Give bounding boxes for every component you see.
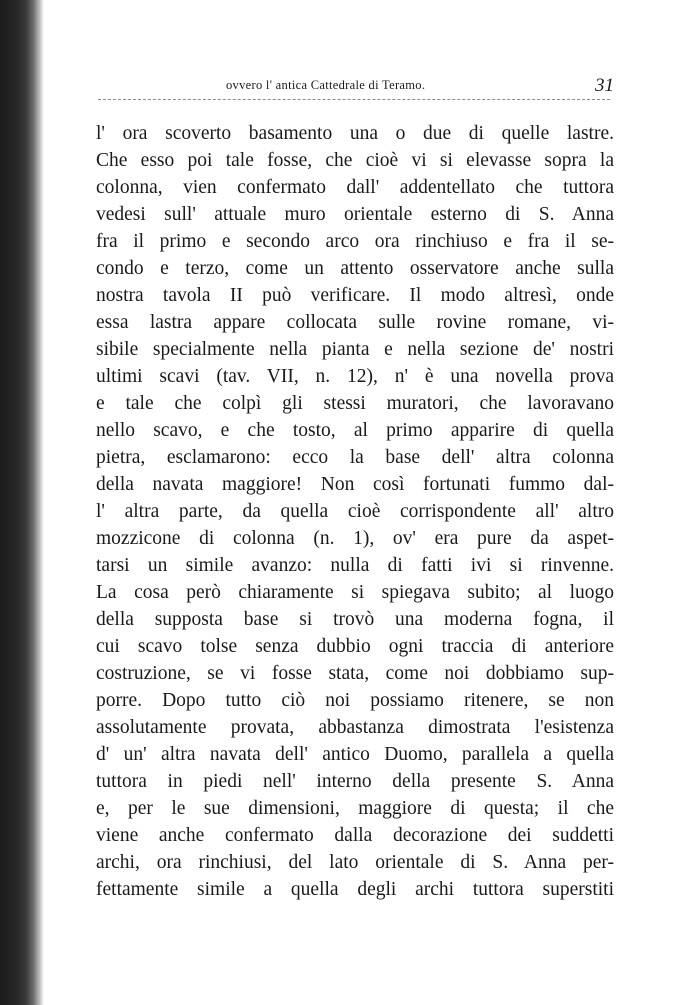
- text-line: colonna, vien confermato dall' addentellato che tuttora: [96, 177, 614, 198]
- text-line: e, per le sue dimensioni, maggiore di questa; il che: [96, 798, 614, 819]
- text-line: mozzicone di colonna (n. 1), ov' era pure da aspet-: [96, 528, 614, 549]
- text-line: Che esso poi tale fosse, che cioè vi si elevasse sopra la: [96, 150, 614, 171]
- text-line: condo e terzo, come un attento osservatore anche sulla: [96, 258, 614, 279]
- body-text: [96, 120, 614, 903]
- text-line: e tale che colpì gli stessi muratori, che lavoravano: [96, 393, 614, 414]
- text-line: sibile specialmente nella pianta e nella sezione de' nostri: [96, 339, 614, 360]
- text-line: archi, ora rinchiusi, del lato orientale di S. Anna per-: [96, 852, 614, 873]
- text-line: essa lastra appare collocata sulle rovine romane, vi-: [96, 312, 614, 333]
- running-header: [96, 76, 614, 100]
- text-line: tuttora in piedi nell' interno della presente S. Anna: [96, 771, 614, 792]
- text-line: vedesi sull' attuale muro orientale esterno di S. Anna: [96, 204, 614, 225]
- text-line: della navata maggiore! Non così fortunati fummo dal-: [96, 474, 614, 495]
- text-line: della supposta base si trovò una moderna fogna, il: [96, 609, 614, 630]
- page-number: 31: [595, 75, 614, 96]
- text-line: d' un' altra navata dell' antico Duomo, parallela a quella: [96, 744, 614, 765]
- text-line: ultimi scavi (tav. VII, n. 12), n' è una novella prova: [96, 366, 614, 387]
- book-binding-edge: [0, 0, 44, 1005]
- text-line: nello scavo, e che tosto, al primo apparire di quella: [96, 420, 614, 441]
- text-line: porre. Dopo tutto ciò noi possiamo ritenere, se non: [96, 690, 614, 711]
- running-title: ovvero l' antica Cattedrale di Teramo.: [226, 78, 426, 92]
- text-line: pietra, esclamarono: ecco la base dell' altra colonna: [96, 447, 614, 468]
- text-line: La cosa però chiaramente si spiegava subito; al luogo: [96, 582, 614, 603]
- text-line: viene anche confermato dalla decorazione dei suddetti: [96, 825, 614, 846]
- text-line: l' altra parte, da quella cioè corrispondente all' altro: [96, 501, 614, 522]
- text-line: assolutamente provata, abbastanza dimostrata l'esistenza: [96, 717, 614, 738]
- text-line: fra il primo e secondo arco ora rinchiuso e fra il se-: [96, 231, 614, 252]
- text-line: l' ora scoverto basamento una o due di quelle lastre.: [96, 123, 614, 144]
- text-line: fettamente simile a quella degli archi tuttora superstiti: [96, 879, 614, 900]
- text-line: nostra tavola II può verificare. Il modo altresì, onde: [96, 285, 614, 306]
- text-line: tarsi un simile avanzo: nulla di fatti ivi si rinvenne.: [96, 555, 614, 576]
- header-rule: [98, 99, 610, 100]
- text-line: costruzione, se vi fosse stata, come noi dobbiamo sup-: [96, 663, 614, 684]
- text-line: cui scavo tolse senza dubbio ogni traccia di anteriore: [96, 636, 614, 657]
